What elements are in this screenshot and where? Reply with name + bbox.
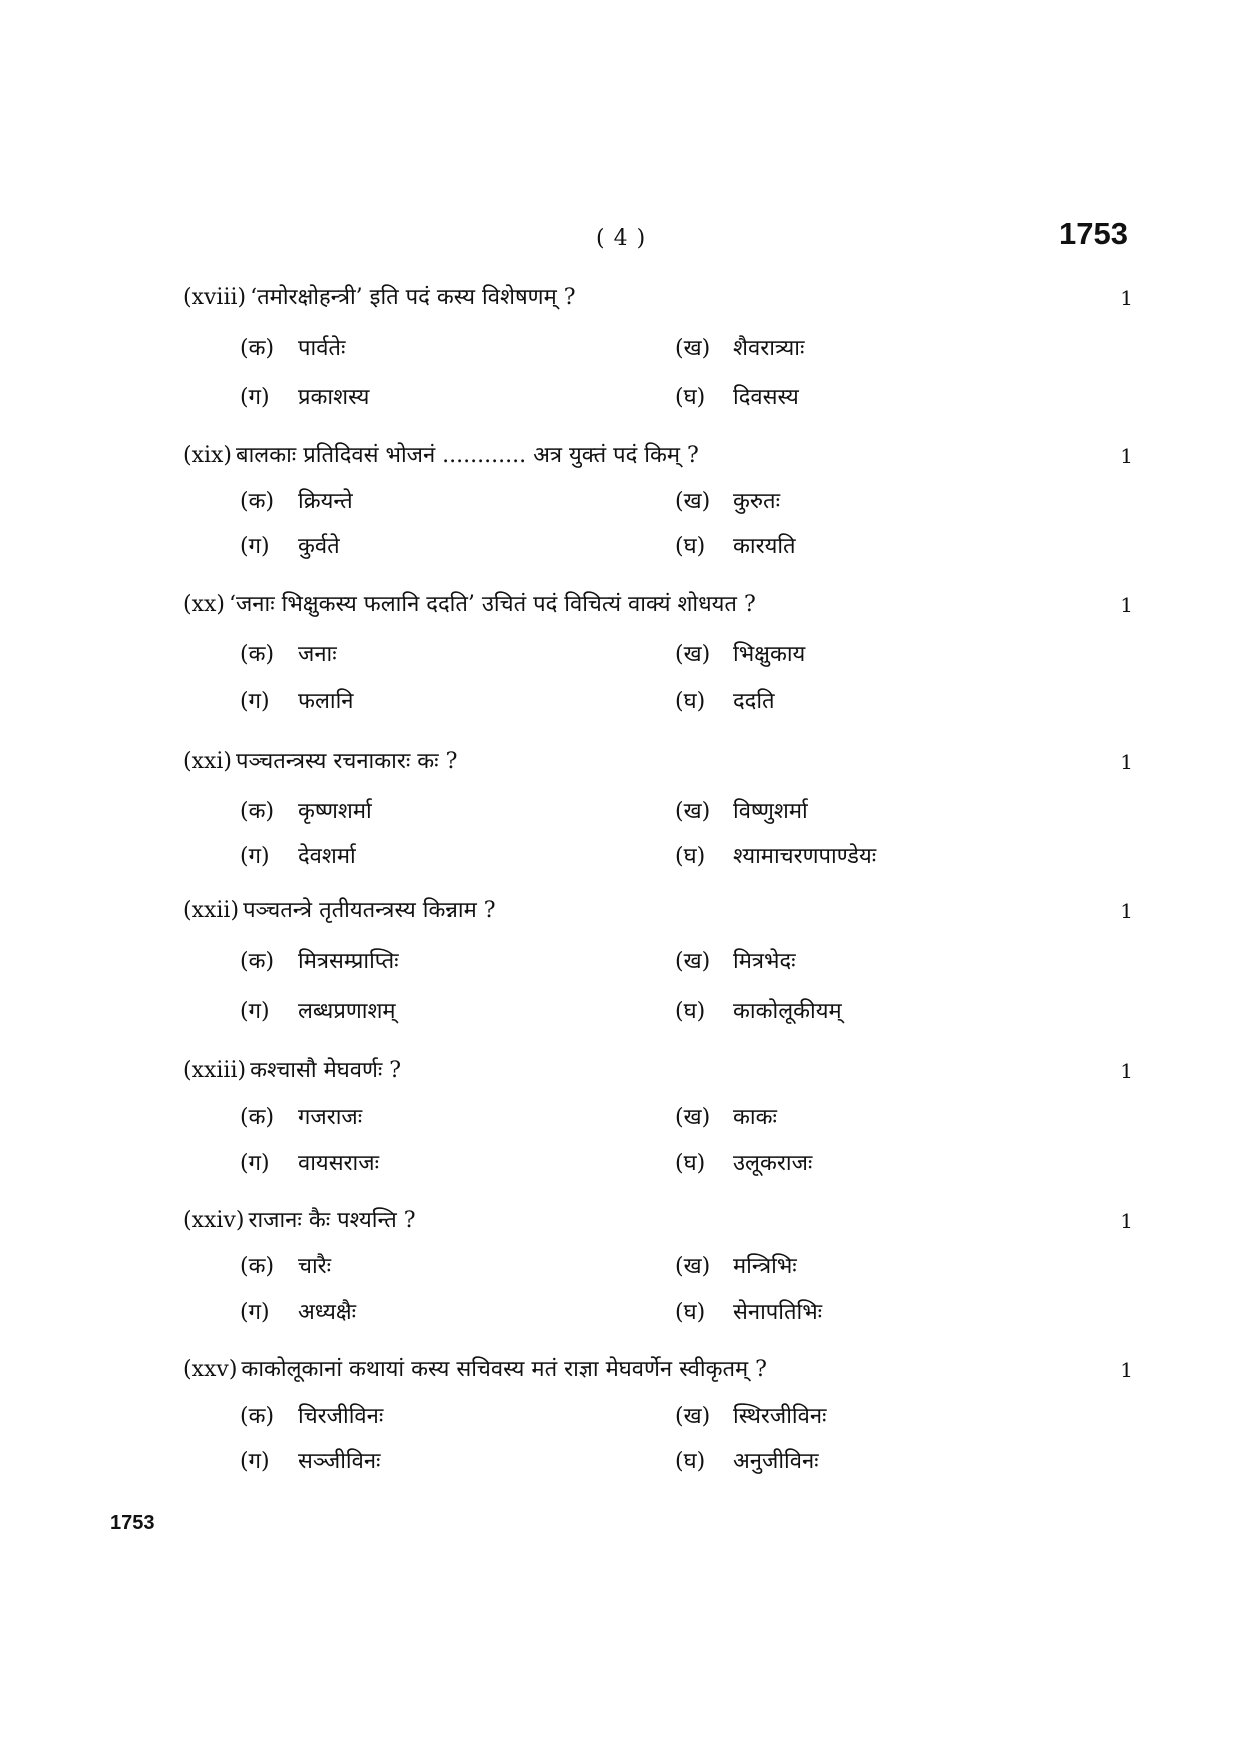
question <box>183 590 1133 620</box>
option <box>675 530 796 560</box>
option-label: (क) <box>240 336 275 361</box>
option-text: शैवरात्र्याः <box>733 336 805 361</box>
question <box>183 747 1133 777</box>
option-label: (ख) <box>675 1105 711 1130</box>
option <box>240 381 369 411</box>
question-text: पञ्चतन्त्रे तृतीयतन्त्रस्य किन्नाम ? <box>243 898 496 923</box>
question-text: ‘तमोरक्षोहन्त्री’ इति पदं कस्य विशेषणम् ? <box>250 285 576 310</box>
option <box>675 332 804 362</box>
option-text: कृष्णशर्मा <box>298 799 372 824</box>
question-marks: 1 <box>1120 1209 1133 1233</box>
question-number: (xxi) <box>183 749 233 774</box>
question-text: बालकाः प्रतिदिवसं भोजनं ............ अत्र युक्तं पदं किम् ? <box>236 443 699 468</box>
option-text: प्रकाशस्य <box>298 385 370 410</box>
question-text: राजानः कैः पश्यन्ति ? <box>248 1208 416 1233</box>
option-label: (ग) <box>240 1151 270 1176</box>
question <box>183 1056 1133 1086</box>
option-label: (घ) <box>675 844 706 869</box>
option-text: काकः <box>733 1105 777 1130</box>
option-text: चिरजीविनः <box>298 1404 384 1429</box>
option <box>240 1250 331 1280</box>
question-number: (xxiii) <box>183 1058 247 1083</box>
option-label: (घ) <box>675 999 706 1024</box>
option-label: (ग) <box>240 689 270 714</box>
question <box>183 441 1133 471</box>
question-text: कश्चासौ मेघवर्णः ? <box>250 1058 402 1083</box>
option-label: (घ) <box>675 1151 706 1176</box>
question-text: पञ्चतन्त्रस्य रचनाकारः कः ? <box>236 749 458 774</box>
question-marks: 1 <box>1120 1059 1133 1083</box>
option-text: लब्धप्रणाशम् <box>298 999 396 1024</box>
question-number: (xviii) <box>183 285 247 310</box>
option <box>240 332 345 362</box>
option-label: (ग) <box>240 844 270 869</box>
option-label: (ख) <box>675 1254 711 1279</box>
question-marks: 1 <box>1120 593 1133 617</box>
question-number: (xix) <box>183 443 233 468</box>
option-text: कुर्वते <box>298 534 340 559</box>
option <box>675 840 876 870</box>
option <box>240 1296 356 1326</box>
option-text: मित्रभेदः <box>733 949 796 974</box>
option-label: (ख) <box>675 1404 711 1429</box>
option <box>240 638 337 668</box>
option-label: (घ) <box>675 534 706 559</box>
option-label: (ग) <box>240 1449 270 1474</box>
option <box>675 795 808 825</box>
option <box>675 1101 777 1131</box>
option <box>675 1250 797 1280</box>
option-label: (ग) <box>240 385 270 410</box>
paper-code-header: 1753 <box>1059 216 1128 251</box>
option-text: अनुजीविनः <box>733 1449 819 1474</box>
option-label: (ख) <box>675 336 711 361</box>
option-label: (ग) <box>240 999 270 1024</box>
option <box>240 840 356 870</box>
option <box>240 485 353 515</box>
option-text: क्रियन्ते <box>298 489 353 514</box>
option-text: अध्यक्षैः <box>298 1300 357 1325</box>
option-label: (क) <box>240 949 275 974</box>
question-marks: 1 <box>1120 750 1133 774</box>
option <box>675 638 805 668</box>
option-text: पार्वतेः <box>298 336 346 361</box>
question <box>183 1355 1133 1385</box>
option <box>675 1445 819 1475</box>
option <box>675 1296 822 1326</box>
option <box>675 485 780 515</box>
page-number: ( 4 ) <box>596 226 647 251</box>
option-text: जनाः <box>298 642 337 667</box>
option <box>675 945 796 975</box>
question <box>183 1206 1133 1236</box>
option-text: काकोलूकीयम् <box>733 999 842 1024</box>
question-number: (xxiv) <box>183 1208 245 1233</box>
option <box>240 685 353 715</box>
option <box>675 381 799 411</box>
option-label: (ख) <box>675 799 711 824</box>
option <box>675 685 775 715</box>
option-text: दिवसस्य <box>733 385 799 410</box>
option <box>240 995 396 1025</box>
option-label: (घ) <box>675 385 706 410</box>
option <box>240 1400 383 1430</box>
question-number: (xxv) <box>183 1357 238 1382</box>
question-marks: 1 <box>1120 1358 1133 1382</box>
option-text: गजराजः <box>298 1105 363 1130</box>
option-text: देवशर्मा <box>298 844 356 869</box>
option-text: मन्त्रिभिः <box>733 1254 797 1279</box>
question-text: ‘जनाः भिक्षुकस्य फलानि ददति’ उचितं पदं विचित्यं वाक्यं शोधयत ? <box>228 592 756 617</box>
question-number: (xx) <box>183 592 225 617</box>
option-text: उलूकराजः <box>733 1151 813 1176</box>
option-text: ददति <box>733 689 775 714</box>
option-text: भिक्षुकाय <box>733 642 806 667</box>
question-marks: 1 <box>1120 444 1133 468</box>
option-label: (ख) <box>675 489 711 514</box>
option <box>675 1400 826 1430</box>
option-label: (घ) <box>675 689 706 714</box>
option-text: कुरुतः <box>733 489 781 514</box>
option <box>240 1101 362 1131</box>
option-label: (ख) <box>675 949 711 974</box>
question <box>183 283 1133 313</box>
option-label: (क) <box>240 642 275 667</box>
option-label: (घ) <box>675 1300 706 1325</box>
option-label: (घ) <box>675 1449 706 1474</box>
option-text: सञ्जीविनः <box>298 1449 381 1474</box>
option-text: सेनापतिभिः <box>733 1300 823 1325</box>
question-number: (xxii) <box>183 898 240 923</box>
question <box>183 896 1133 926</box>
option-text: चारैः <box>298 1254 332 1279</box>
option-text: स्थिरजीविनः <box>733 1404 827 1429</box>
option-text: वायसराजः <box>298 1151 380 1176</box>
paper-code-footer: 1753 <box>110 1512 155 1534</box>
option-text: मित्रसम्प्राप्तिः <box>298 949 399 974</box>
option <box>240 1147 379 1177</box>
question-marks: 1 <box>1120 899 1133 923</box>
option <box>240 530 340 560</box>
option <box>240 1445 380 1475</box>
option <box>675 1147 812 1177</box>
option-label: (ख) <box>675 642 711 667</box>
option-label: (ग) <box>240 534 270 559</box>
option <box>240 795 372 825</box>
option-text: फलानि <box>298 689 354 714</box>
option-label: (क) <box>240 1254 275 1279</box>
option <box>675 995 842 1025</box>
option-label: (क) <box>240 489 275 514</box>
option-label: (क) <box>240 1105 275 1130</box>
option-text: कारयति <box>733 534 796 559</box>
option-label: (क) <box>240 799 275 824</box>
option-label: (ग) <box>240 1300 270 1325</box>
option-label: (क) <box>240 1404 275 1429</box>
option-text: श्यामाचरणपाण्डेयः <box>733 844 877 869</box>
option <box>240 945 399 975</box>
question-text: काकोलूकानां कथायां कस्य सचिवस्य मतं राज्ञा मेघवर्णेन स्वीकृतम् ? <box>241 1357 767 1382</box>
question-marks: 1 <box>1120 286 1133 310</box>
option-text: विष्णुशर्मा <box>733 799 808 824</box>
